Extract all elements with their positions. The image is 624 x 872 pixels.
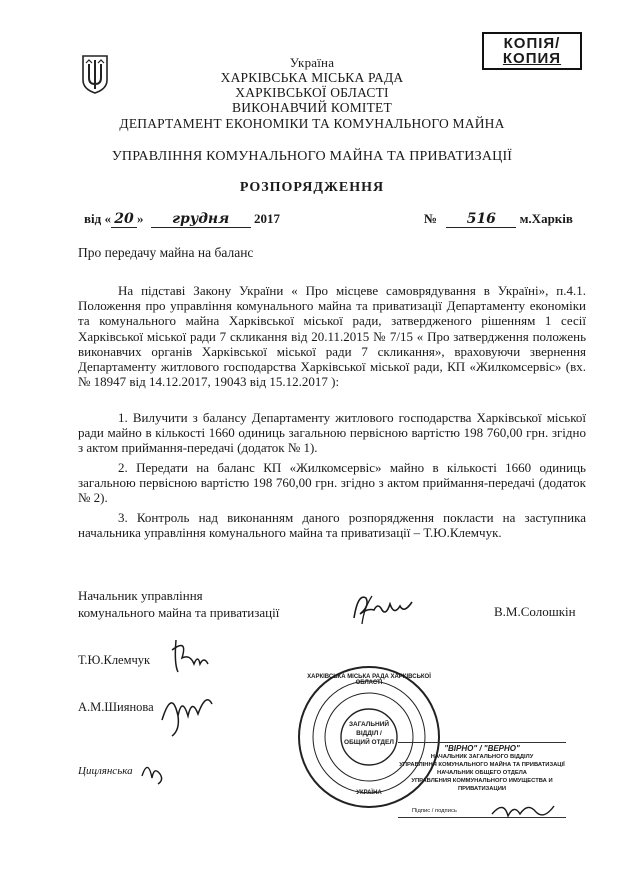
header-line3: ВИКОНАВЧИЙ КОМІТЕТ <box>232 100 392 115</box>
verify-stamp-line3: УПРАВЛІННЯ КОМУНАЛЬНОГО МАЙНА ТА ПРИВАТИЗАЦІЇ <box>399 762 565 768</box>
approval-signature-2 <box>158 686 218 738</box>
approval-name-3: Цицлянська <box>78 765 133 777</box>
verify-stamp-line1: "ВІРНО" / "ВЕРНО" <box>444 744 520 753</box>
signatory-title-line2: комунального майна та приватизації <box>78 605 280 620</box>
signatory-title-line1: Начальник управління <box>78 588 203 603</box>
round-stamp-bottom: УКРАЇНА <box>356 790 382 796</box>
approval-signature-3 <box>138 756 168 786</box>
number-label: № <box>424 211 438 226</box>
date-prefix: від « <box>84 211 111 226</box>
preamble-paragraph: На підставі Закону України « Про місцеве самоврядування в Україні», п.4.1. Положення про управління комунального майна та приватизації Департаменту економіки та комунального майна Харківської міської ради, затвердженого рішенням 1 сесії Харківської міської ради 7 скликання від 20.11.2015 № 7/15 « Про затвердження положень виконавчих органів Харківської міської ради 7 скликання», враховуючи звернення Департаменту житлового господарства Харківської міської ради, КП «Жилкомсервіс» (вх. № 18947 від 14.12.2017, 19043 від 15.12.2017 ): <box>78 283 586 390</box>
verify-stamp-sign-label: Підпис / подпись <box>412 808 457 814</box>
order-item-2: 2. Передати на баланс КП «Жилкомсервіс» майно в кількості 1660 одиниць загальною первісною вартістю 198 760,00 грн. згідно з актом приймання-передачі (додаток № 2). <box>78 460 586 506</box>
verify-stamp-line2: НАЧАЛЬНИК ЗАГАЛЬНОГО ВІДДІЛУ <box>430 754 534 760</box>
verify-stamp-line5: УПРАВЛЕНИЯ КОММУНАЛЬНОГО ИМУЩЕСТВА И ПРИВАТИЗАЦИИ <box>411 778 553 792</box>
order-item-3: 3. Контроль над виконанням даного розпорядження покласти на заступника начальника управління комунального майна та приватизації – Т.Ю.Клемчук. <box>78 510 586 541</box>
verification-signature <box>488 798 558 824</box>
date-day: 20 <box>111 211 137 228</box>
verify-stamp-line4: НАЧАЛЬНИК ОБЩЕГО ОТДЕЛА <box>437 770 527 776</box>
date-year: 2017 <box>253 211 280 226</box>
approval-name-2: А.М.Шиянова <box>78 700 154 714</box>
header-country: Україна <box>289 55 335 70</box>
round-stamp-ring-text: ХАРКІВСЬКА МІСЬКА РАДА ХАРКІВСЬКОЇ ОБЛАСТІ <box>307 674 431 686</box>
header-line2: ХАРКІВСЬКОЇ ОБЛАСТІ <box>235 85 389 100</box>
date-month: грудня <box>151 211 251 228</box>
copy-stamp-line2: КОПИЯ <box>502 50 562 67</box>
date-close: » <box>136 211 144 226</box>
city: м.Харків <box>519 211 573 226</box>
order-number-line <box>424 211 573 228</box>
signatory-name: В.М.Солошкін <box>494 604 576 619</box>
round-stamp-center: ЗАГАЛЬНИЙ ВІДДІЛ / ОБЩИЙ ОТДЕЛ <box>344 721 394 746</box>
header-department: УПРАВЛІННЯ КОМУНАЛЬНОГО МАЙНА ТА ПРИВАТИЗАЦІЇ <box>111 149 513 164</box>
head-signature <box>348 588 418 630</box>
order-number: 516 <box>446 211 516 228</box>
subject-line: Про передачу майна на баланс <box>78 245 254 260</box>
date-line <box>84 211 280 228</box>
signatory-title <box>78 587 279 621</box>
approval-signature-1 <box>168 634 212 678</box>
approval-name-1: Т.Ю.Клемчук <box>78 653 151 667</box>
document-type-title: РОЗПОРЯДЖЕННЯ <box>239 180 385 195</box>
copy-stamp-line1: КОПІЯ/ <box>503 35 561 52</box>
header-line1: ХАРКІВСЬКА МІСЬКА РАДА <box>220 70 404 85</box>
order-item-1: 1. Вилучити з балансу Департаменту житлового господарства Харківської міської ради майно в кількості 1660 одиниць загальною первісною вартістю 198 760,00 грн. згідно з актом приймання-передачі (додаток № 1). <box>78 410 586 456</box>
header-line4: ДЕПАРТАМЕНТ ЕКОНОМІКИ ТА КОМУНАЛЬНОГО МАЙНА <box>119 116 505 131</box>
